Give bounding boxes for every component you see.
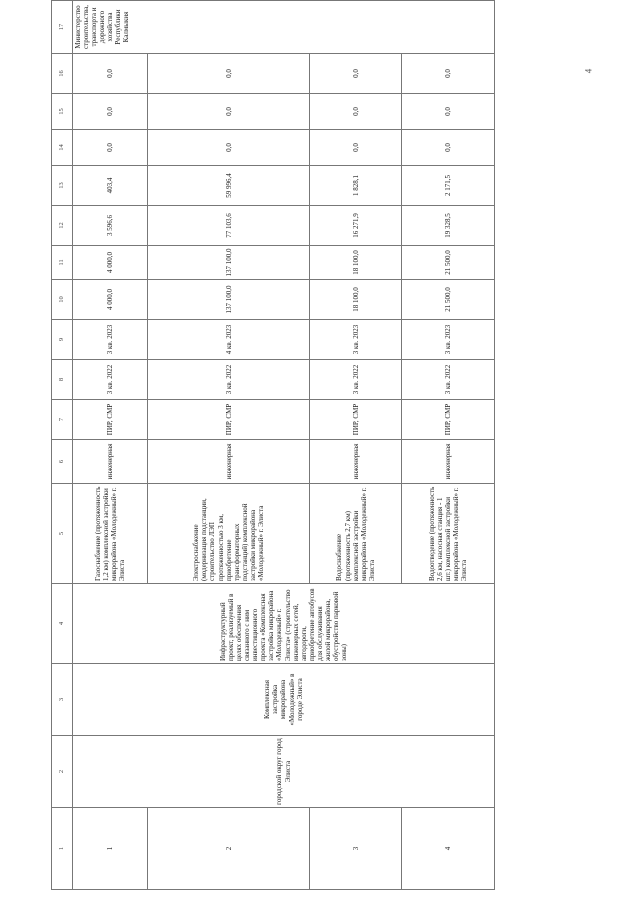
value-cell: 2 171,5	[402, 166, 495, 206]
object-cell: Газоснабжение (протяженность 1,2 км) комплексной застройки микрорайона «Молодежный» г. Элиста	[73, 484, 148, 584]
kind-cell: инженерная	[148, 440, 309, 484]
row-number: 2	[148, 808, 309, 890]
program-cell: Комплексная застройка микрорайона «Молодежный» в городе Элиста	[73, 664, 495, 736]
kind-cell: инженерная	[309, 440, 402, 484]
col-header: 6	[52, 440, 73, 484]
value-cell: 18 100,0	[309, 246, 402, 280]
end-cell: 3 кв. 2023	[309, 320, 402, 360]
row-number: 1	[73, 808, 148, 890]
work-cell: ПИР, СМР	[73, 400, 148, 440]
district-cell: городской округ город Элиста	[73, 736, 495, 808]
value-cell: 59 996,4	[148, 166, 309, 206]
row-number: 3	[309, 808, 402, 890]
col-header: 3	[52, 664, 73, 736]
value-cell: 0,0	[73, 94, 148, 130]
col-header: 1	[52, 808, 73, 890]
value-cell: 18 100,0	[309, 280, 402, 320]
value-cell: 4 000,0	[73, 280, 148, 320]
value-cell: 3 596,6	[73, 206, 148, 246]
value-cell: 16 271,9	[309, 206, 402, 246]
col-header: 7	[52, 400, 73, 440]
value-cell: 137 100,0	[148, 280, 309, 320]
end-cell: 3 кв. 2023	[402, 320, 495, 360]
col-header: 9	[52, 320, 73, 360]
value-cell: 0,0	[402, 94, 495, 130]
value-cell: 0,0	[402, 130, 495, 166]
work-cell: ПИР, СМР	[402, 400, 495, 440]
value-cell: 19 328,5	[402, 206, 495, 246]
object-cell: Водоснабжение (протяженность 2,7 км) комплексной застройки микрорайона «Молодежный» г. Элиста	[309, 484, 402, 584]
start-cell: 3 кв. 2022	[148, 360, 309, 400]
start-cell: 3 кв. 2022	[309, 360, 402, 400]
col-header: 12	[52, 206, 73, 246]
value-cell: 0,0	[309, 94, 402, 130]
col-header: 10	[52, 280, 73, 320]
investment-table	[51, 0, 495, 890]
value-cell: 21 500,0	[402, 246, 495, 280]
value-cell: 0,0	[148, 54, 309, 94]
col-header: 4	[52, 584, 73, 664]
value-cell: 21 500,0	[402, 280, 495, 320]
row-number: 4	[402, 808, 495, 890]
end-cell: 4 кв. 2023	[148, 320, 309, 360]
value-cell: 0,0	[148, 130, 309, 166]
value-cell: 0,0	[73, 54, 148, 94]
value-cell: 4 000,0	[73, 246, 148, 280]
header-row	[52, 1, 73, 890]
object-cell: Электроснабжение (модернизация подстанции, строительство ЛЭП протяженностью 3 км, приобретение трансформаторных подстанций) комплексной застройки микрорайона «Молодежный» г. Элиста	[148, 484, 309, 584]
end-cell: 3 кв. 2023	[73, 320, 148, 360]
col-header: 15	[52, 94, 73, 130]
value-cell: 0,0	[309, 54, 402, 94]
object-cell: Водоотведение (протяженность 2,6 км, насосная станция - 1 шт.) комплексной застройки микрорайона «Молодежный» г. Элиста	[402, 484, 495, 584]
value-cell: 0,0	[402, 54, 495, 94]
value-cell: 0,0	[148, 94, 309, 130]
value-cell: 0,0	[73, 130, 148, 166]
col-header: 11	[52, 246, 73, 280]
col-header: 16	[52, 54, 73, 94]
value-cell: 137 100,0	[148, 246, 309, 280]
col-header: 8	[52, 360, 73, 400]
col-header: 14	[52, 130, 73, 166]
value-cell: 77 103,6	[148, 206, 309, 246]
value-cell: 403,4	[73, 166, 148, 206]
col-header: 17	[52, 1, 73, 54]
page-number: 4	[583, 68, 594, 74]
kind-cell: инженерная	[402, 440, 495, 484]
table-row	[73, 1, 148, 890]
value-cell: 1 828,1	[309, 166, 402, 206]
start-cell: 3 кв. 2022	[402, 360, 495, 400]
work-cell: ПИР, СМР	[309, 400, 402, 440]
work-cell: ПИР, СМР	[148, 400, 309, 440]
program-type-cell: Инфраструктурный проект, реализуемый в целях обеспечения связанного с ним инвестиционного проекта «Комплексная застройка микрорайона «Молодежный» г. Элиста» (строительство инженерных сетей, автодороги, приобретение автобусов для обслуживания жилой микрорайона, обустройство парковой зоны)	[73, 584, 495, 664]
value-cell: 0,0	[309, 130, 402, 166]
kind-cell: инженерная	[73, 440, 148, 484]
col-header: 13	[52, 166, 73, 206]
col-header: 2	[52, 736, 73, 808]
ministry-cell: Министерство строительства, транспорта и дорожного хозяйства Республики Калмыкия	[73, 1, 495, 54]
col-header: 5	[52, 484, 73, 584]
start-cell: 3 кв. 2022	[73, 360, 148, 400]
rotated-table-container	[51, 4, 495, 890]
